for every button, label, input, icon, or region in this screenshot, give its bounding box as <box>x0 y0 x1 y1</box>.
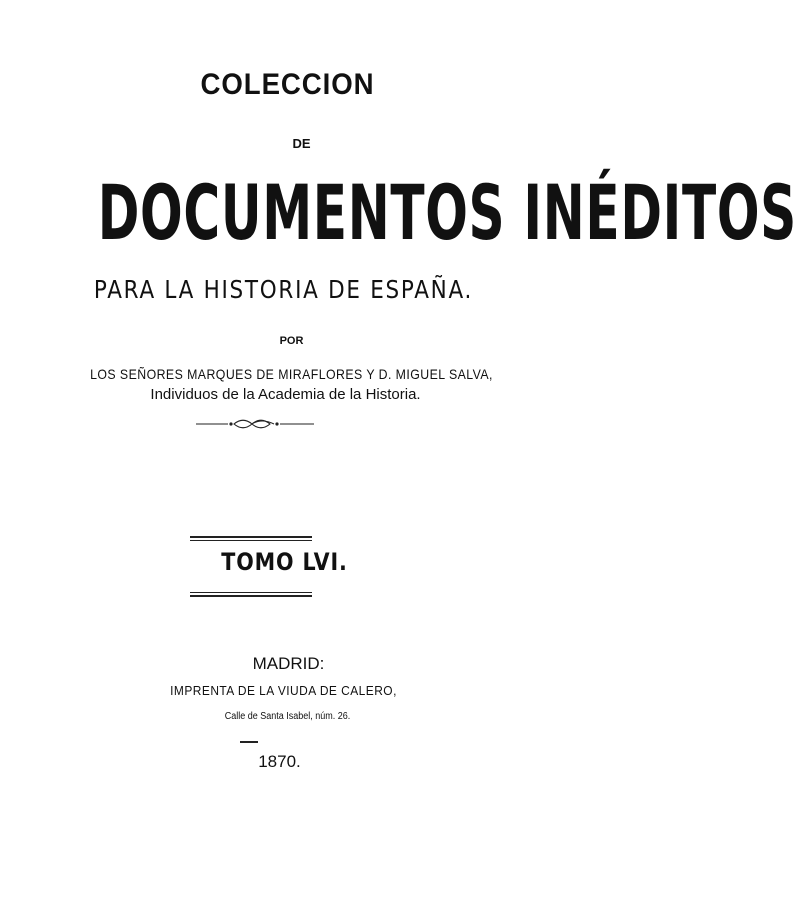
imprint-city: MADRID: <box>252 654 325 673</box>
imprint-address: Calle de Santa Isabel, núm. 26. <box>224 711 351 722</box>
publication-year: 1870. <box>258 752 301 771</box>
connector-de: DE <box>292 136 311 151</box>
by-label: POR <box>279 335 304 347</box>
volume-top-rule <box>190 536 312 538</box>
authors: LOS SEÑORES MARQUES DE MIRAFLORES Y D. MIGUEL SALVA, <box>90 366 493 382</box>
main-title: DOCUMENTOS INÉDITOS <box>97 168 797 257</box>
year-divider <box>240 741 258 743</box>
volume-bottom-rule <box>190 592 312 593</box>
affiliation: Individuos de la Academia de la Historia. <box>150 386 421 403</box>
volume-bottom-rule-thick <box>190 595 312 597</box>
subtitle: PARA LA HISTORIA DE ESPAÑA. <box>93 275 474 304</box>
ornamental-flourish-icon <box>196 418 314 430</box>
series-heading: COLECCION <box>200 68 375 101</box>
volume-top-rule-thin <box>190 540 312 541</box>
imprint-printer: IMPRENTA DE LA VIUDA DE CALERO, <box>170 683 397 698</box>
volume-number: TOMO LVI. <box>221 548 348 576</box>
